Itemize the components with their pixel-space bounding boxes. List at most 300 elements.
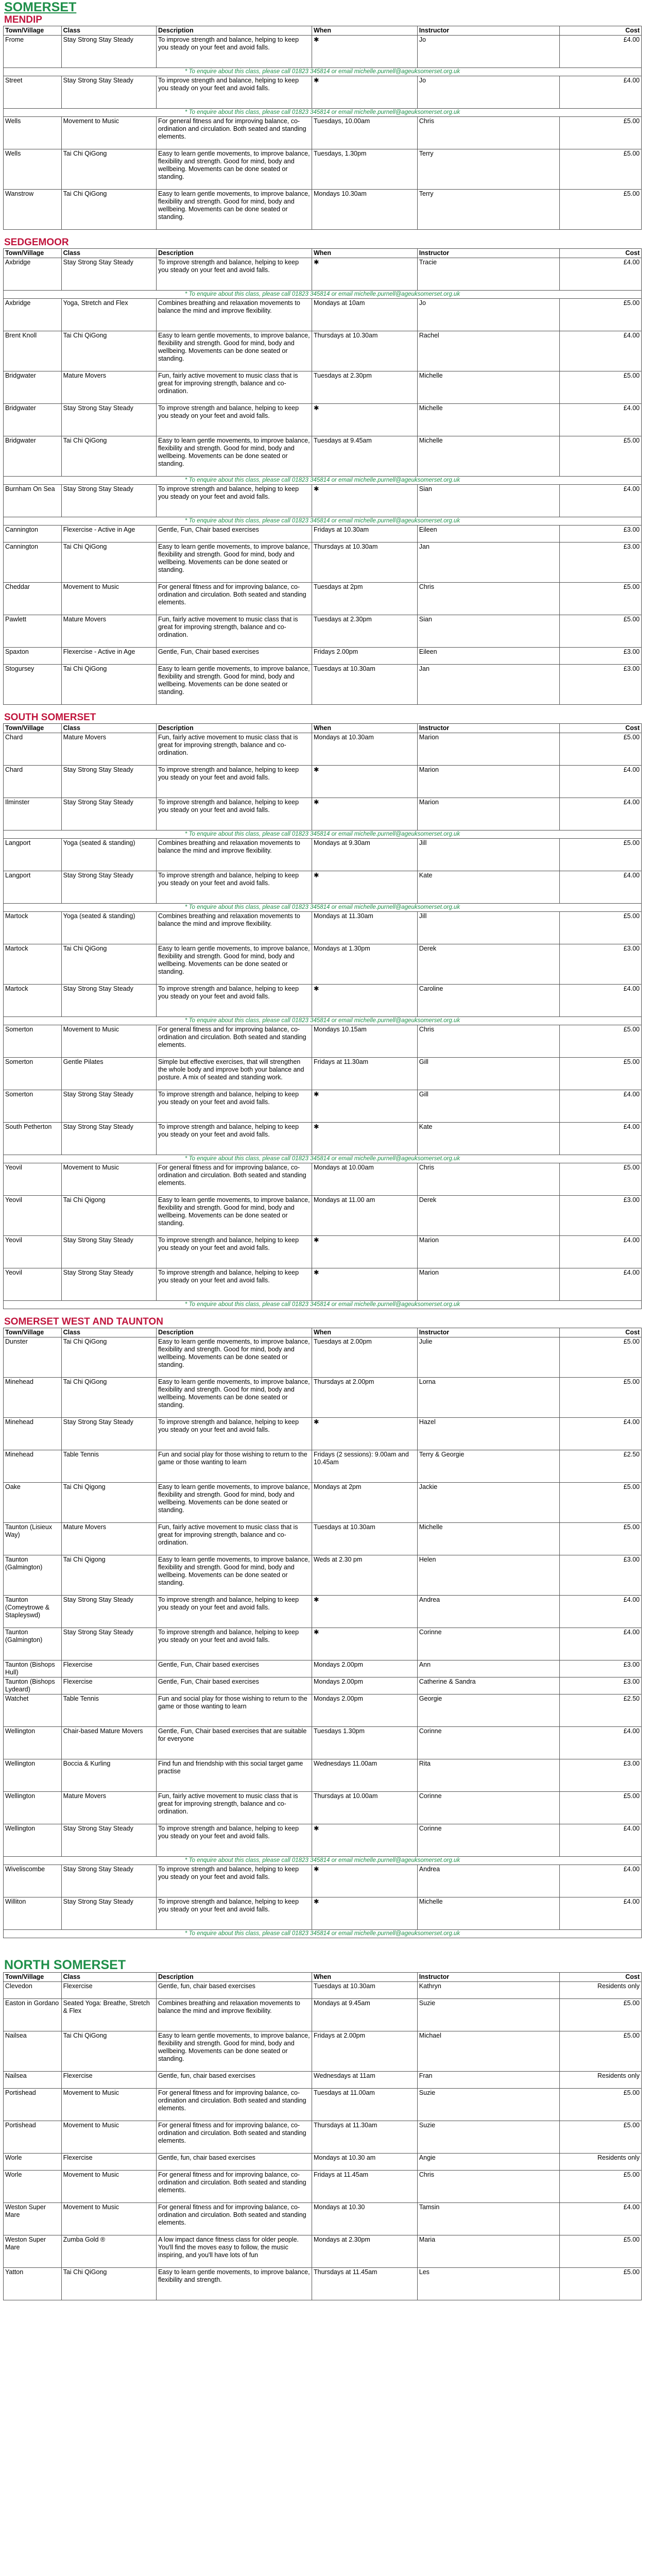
cell-when: ✱ [312, 1596, 418, 1628]
table-row [4, 1163, 642, 1196]
cell-instructor: Jo [417, 36, 559, 68]
cell-instructor: Michelle [417, 1897, 559, 1930]
cell-town: Minehead [4, 1450, 62, 1483]
cell-class: Tai Chi Qigong [61, 1483, 156, 1523]
cell-class: Gentle Pilates [61, 1058, 156, 1090]
cell-town: Ilminster [4, 798, 62, 831]
cell-description: Fun, fairly active movement to music class that is great for improving strength, balance and co-ordination. [156, 371, 312, 404]
cell-cost: £5.00 [560, 2171, 642, 2203]
table-row [4, 1378, 642, 1418]
cell-when: Tuesdays at 2pm [312, 583, 418, 615]
cell-instructor: Andrea [417, 1596, 559, 1628]
cell-cost: £5.00 [560, 1025, 642, 1058]
header-instructor: Instructor [417, 1973, 559, 1982]
cell-cost: £3.00 [560, 1196, 642, 1236]
enquiry-note-row [4, 1301, 642, 1309]
cell-cost: £5.00 [560, 117, 642, 149]
cell-class: Movement to Music [61, 1163, 156, 1196]
cell-town: Somerton [4, 1058, 62, 1090]
cell-instructor: Angie [417, 2154, 559, 2171]
table-row [4, 1865, 642, 1897]
table-row [4, 2203, 642, 2235]
cell-when: Mondays at 10am [312, 299, 418, 331]
cell-town: Taunton (Galmington) [4, 1628, 62, 1660]
header-class: Class [61, 26, 156, 36]
cell-town: Weston Super Mare [4, 2203, 62, 2235]
cell-cost: £5.00 [560, 371, 642, 404]
cell-cost: £2.50 [560, 1694, 642, 1727]
cell-description: Easy to learn gentle movements, to improve balance, flexibility and strength. Good for mind, body and wellbeing. Movements can be done seated or standing. [156, 665, 312, 705]
cell-town: Yeovil [4, 1268, 62, 1301]
cell-cost: £4.00 [560, 1824, 642, 1857]
cell-cost: £5.00 [560, 912, 642, 944]
section-title: SOUTH SOMERSET [4, 712, 96, 723]
header-row [4, 724, 642, 733]
cell-when: Mondays at 10.00am [312, 1163, 418, 1196]
county-title-north-somerset: NORTH SOMERSET [4, 1958, 126, 1972]
cell-cost: £5.00 [560, 2268, 642, 2300]
cell-description: A low impact dance fitness class for older people. You'll find the moves easy to follow, the music inspiring, and you'll have lots of fun [156, 2235, 312, 2268]
cell-description: Gentle, fun, chair based exercises [156, 2154, 312, 2171]
enquiry-note: * To enquire about this class, please call 01823 345814 or email michelle.purnell@ageuksomerset.org.uk [4, 904, 642, 912]
cell-when: Mondays at 9.30am [312, 839, 418, 871]
cell-cost: £3.00 [560, 526, 642, 543]
cell-class: Table Tennis [61, 1694, 156, 1727]
cell-class: Seated Yoga: Breathe, Stretch & Flex [61, 1999, 156, 2031]
table-body [4, 1337, 642, 1938]
table-row [4, 912, 642, 944]
header-description: Description [156, 1328, 312, 1337]
cell-town: Street [4, 76, 62, 109]
cell-cost: £5.00 [560, 1792, 642, 1824]
cell-town: Pawlett [4, 615, 62, 648]
cell-class: Stay Strong Stay Steady [61, 1865, 156, 1897]
cell-description: To improve strength and balance, helping to keep you steady on your feet and avoid falls. [156, 36, 312, 68]
cell-instructor: Caroline [417, 985, 559, 1017]
cell-town: Yeovil [4, 1196, 62, 1236]
cell-town: Yeovil [4, 1236, 62, 1268]
cell-class: Stay Strong Stay Steady [61, 36, 156, 68]
cell-cost: £4.00 [560, 1628, 642, 1660]
cell-when: Tuesdays at 2.30pm [312, 371, 418, 404]
table-body [4, 1982, 642, 2300]
cell-instructor: Marion [417, 798, 559, 831]
cell-when: ✱ [312, 766, 418, 798]
cell-instructor: Terry [417, 190, 559, 230]
cell-description: Fun, fairly active movement to music class that is great for improving strength, balance and co-ordination. [156, 1523, 312, 1555]
cell-instructor: Jackie [417, 1483, 559, 1523]
cell-town: Bridgwater [4, 371, 62, 404]
cell-description: Easy to learn gentle movements, to improve balance, flexibility and strength. Good for mind, body and wellbeing. Movements can be done seated or standing. [156, 1483, 312, 1523]
cell-cost: £5.00 [560, 733, 642, 766]
cell-class: Stay Strong Stay Steady [61, 1268, 156, 1301]
cell-town: Oake [4, 1483, 62, 1523]
cell-description: To improve strength and balance, helping to keep you steady on your feet and avoid falls. [156, 1418, 312, 1450]
cell-instructor: Ann [417, 1660, 559, 1677]
cell-when: Tuesdays at 2.00pm [312, 1337, 418, 1378]
cell-town: Martock [4, 944, 62, 985]
cell-when: ✱ [312, 1418, 418, 1450]
table-row [4, 436, 642, 477]
header-row [4, 1328, 642, 1337]
header-description: Description [156, 249, 312, 258]
cell-class: Tai Chi QiGong [61, 2268, 156, 2300]
cell-description: Find fun and friendship with this social target game practise [156, 1759, 312, 1792]
cell-town: Wellington [4, 1759, 62, 1792]
cell-class: Movement to Music [61, 1025, 156, 1058]
cell-cost: £5.00 [560, 615, 642, 648]
cell-town: Portishead [4, 2089, 62, 2121]
cell-instructor: Georgie [417, 1694, 559, 1727]
cell-instructor: Jan [417, 665, 559, 705]
table-row [4, 1337, 642, 1378]
cell-when: ✱ [312, 798, 418, 831]
cell-town: Bridgwater [4, 436, 62, 477]
cell-when: Mondays at 10.30am [312, 733, 418, 766]
table-row [4, 871, 642, 904]
cell-instructor: Chris [417, 583, 559, 615]
cell-class: Movement to Music [61, 2089, 156, 2121]
header-instructor: Instructor [417, 249, 559, 258]
cell-description: To improve strength and balance, helping to keep you steady on your feet and avoid falls. [156, 1824, 312, 1857]
cell-instructor: Chris [417, 117, 559, 149]
cell-cost: £3.00 [560, 1660, 642, 1677]
cell-class: Tai Chi QiGong [61, 543, 156, 583]
cell-class: Tai Chi QiGong [61, 190, 156, 230]
cell-description: Easy to learn gentle movements, to improve balance, flexibility and strength. Good for mind, body and wellbeing. Movements can be done seated or standing. [156, 436, 312, 477]
cell-when: Fridays at 10.30am [312, 526, 418, 543]
cell-when: ✱ [312, 1897, 418, 1930]
cell-class: Stay Strong Stay Steady [61, 798, 156, 831]
cell-description: For general fitness and for improving balance, co-ordination and circulation. Both seated and standing elements. [156, 117, 312, 149]
cell-class: Movement to Music [61, 2171, 156, 2203]
cell-cost: £4.00 [560, 1865, 642, 1897]
cell-instructor: Les [417, 2268, 559, 2300]
cell-cost: £4.00 [560, 1727, 642, 1759]
cell-instructor: Corinne [417, 1628, 559, 1660]
cell-cost: Residents only [560, 2154, 642, 2171]
table-row [4, 149, 642, 190]
cell-class: Tai Chi QiGong [61, 331, 156, 371]
header-instructor: Instructor [417, 26, 559, 36]
cell-town: Taunton (Comeytrowe & Stapleyswd) [4, 1596, 62, 1628]
table-row [4, 665, 642, 705]
enquiry-note-row [4, 1155, 642, 1163]
table-row [4, 1596, 642, 1628]
table-header [4, 724, 642, 733]
table-row [4, 1123, 642, 1155]
cell-cost: £5.00 [560, 299, 642, 331]
cell-cost: £4.00 [560, 1897, 642, 1930]
cell-cost: £5.00 [560, 1163, 642, 1196]
header-when: When [312, 1973, 418, 1982]
cell-when: Thursdays at 10.30am [312, 331, 418, 371]
enquiry-note-row [4, 517, 642, 526]
table-row [4, 1759, 642, 1792]
header-class: Class [61, 1328, 156, 1337]
cell-class: Stay Strong Stay Steady [61, 1236, 156, 1268]
table-row [4, 2171, 642, 2203]
table-row [4, 1694, 642, 1727]
table-row [4, 2031, 642, 2072]
cell-when: Mondays at 2pm [312, 1483, 418, 1523]
cell-description: To improve strength and balance, helping to keep you steady on your feet and avoid falls. [156, 985, 312, 1017]
header-class: Class [61, 249, 156, 258]
cell-description: Fun, fairly active movement to music class that is great for improving strength, balance and co-ordination. [156, 1792, 312, 1824]
cell-when: Mondays 2.00pm [312, 1660, 418, 1677]
enquiry-note: * To enquire about this class, please call 01823 345814 or email michelle.purnell@ageuksomerset.org.uk [4, 477, 642, 485]
cell-instructor: Jo [417, 76, 559, 109]
cell-cost: £4.00 [560, 985, 642, 1017]
cell-cost: £4.00 [560, 404, 642, 436]
cell-when: ✱ [312, 871, 418, 904]
cell-instructor: Marion [417, 1236, 559, 1268]
table-row [4, 1090, 642, 1123]
cell-description: To improve strength and balance, helping to keep you steady on your feet and avoid falls. [156, 766, 312, 798]
cell-cost: Residents only [560, 2072, 642, 2089]
cell-town: Langport [4, 839, 62, 871]
cell-class: Stay Strong Stay Steady [61, 76, 156, 109]
cell-description: Easy to learn gentle movements, to improve balance, flexibility and strength. Good for mind, body and wellbeing. Movements can be done seated or standing. [156, 543, 312, 583]
cell-description: To improve strength and balance, helping to keep you steady on your feet and avoid falls. [156, 404, 312, 436]
cell-instructor: Michelle [417, 436, 559, 477]
cell-description: Fun, fairly active movement to music class that is great for improving strength, balance and co-ordination. [156, 615, 312, 648]
table-row [4, 1660, 642, 1677]
cell-town: Taunton (Lisieux Way) [4, 1523, 62, 1555]
cell-description: To improve strength and balance, helping to keep you steady on your feet and avoid falls. [156, 798, 312, 831]
cell-description: Gentle, Fun, Chair based exercises [156, 1677, 312, 1694]
cell-instructor: Julie [417, 1337, 559, 1378]
cell-instructor: Michelle [417, 1523, 559, 1555]
cell-instructor: Catherine & Sandra [417, 1677, 559, 1694]
cell-town: Clevedon [4, 1982, 62, 1999]
cell-town: Langport [4, 871, 62, 904]
cell-cost: £5.00 [560, 1999, 642, 2031]
cell-instructor: Jill [417, 839, 559, 871]
cell-when: Thursdays at 2.00pm [312, 1378, 418, 1418]
cell-cost: £3.00 [560, 543, 642, 583]
enquiry-note: * To enquire about this class, please call 01823 345814 or email michelle.purnell@ageuksomerset.org.uk [4, 831, 642, 839]
cell-class: Flexercise - Active in Age [61, 526, 156, 543]
table-row [4, 1824, 642, 1857]
enquiry-note-row [4, 291, 642, 299]
cell-description: To improve strength and balance, helping to keep you steady on your feet and avoid falls. [156, 1123, 312, 1155]
cell-when: ✱ [312, 1824, 418, 1857]
header-class: Class [61, 724, 156, 733]
cell-class: Flexercise - Active in Age [61, 648, 156, 665]
table-row [4, 583, 642, 615]
section-title: SOMERSET WEST AND TAUNTON [4, 1316, 163, 1327]
header-description: Description [156, 1973, 312, 1982]
cell-cost: £4.00 [560, 1596, 642, 1628]
cell-when: Tuesdays at 2.30pm [312, 615, 418, 648]
cell-class: Tai Chi QiGong [61, 2031, 156, 2072]
cell-cost: £4.00 [560, 1090, 642, 1123]
cell-description: Easy to learn gentle movements, to improve balance, flexibility and strength. Good for mind, body and wellbeing. Movements can be done seated or standing. [156, 149, 312, 190]
table-row [4, 543, 642, 583]
cell-cost: £5.00 [560, 2121, 642, 2154]
cell-town: Wells [4, 149, 62, 190]
cell-instructor: Lorna [417, 1378, 559, 1418]
table-row [4, 299, 642, 331]
cell-when: Thursdays at 10.30am [312, 543, 418, 583]
cell-cost: £3.00 [560, 648, 642, 665]
cell-instructor: Chris [417, 2171, 559, 2203]
table-row [4, 1897, 642, 1930]
cell-town: Axbridge [4, 299, 62, 331]
cell-instructor: Kate [417, 1123, 559, 1155]
cell-class: Stay Strong Stay Steady [61, 485, 156, 517]
cell-cost: £5.00 [560, 1483, 642, 1523]
cell-when: ✱ [312, 1865, 418, 1897]
cell-town: Williton [4, 1897, 62, 1930]
cell-town: Bridgwater [4, 404, 62, 436]
header-cost: Cost [560, 249, 642, 258]
cell-instructor: Corinne [417, 1792, 559, 1824]
cell-when: Tuesdays, 10.00am [312, 117, 418, 149]
table-row [4, 371, 642, 404]
cell-town: Brent Knoll [4, 331, 62, 371]
cell-class: Tai Chi QiGong [61, 1378, 156, 1418]
cell-cost: £3.00 [560, 1677, 642, 1694]
cell-description: Fun, fairly active movement to music class that is great for improving strength, balance and co-ordination. [156, 733, 312, 766]
cell-description: Easy to learn gentle movements, to improve balance, flexibility and strength. Good for mind, body and wellbeing. Movements can be done seated or standing. [156, 1555, 312, 1596]
cell-town: Wellington [4, 1792, 62, 1824]
cell-class: Mature Movers [61, 371, 156, 404]
enquiry-note-row [4, 477, 642, 485]
table-row [4, 2089, 642, 2121]
cell-when: Mondays 2.00pm [312, 1694, 418, 1727]
cell-town: Nailsea [4, 2031, 62, 2072]
enquiry-note-row [4, 1930, 642, 1938]
cell-cost: £5.00 [560, 2235, 642, 2268]
cell-when: ✱ [312, 1268, 418, 1301]
cell-when: ✱ [312, 1628, 418, 1660]
cell-when: Weds at 2.30 pm [312, 1555, 418, 1596]
header-cost: Cost [560, 1973, 642, 1982]
cell-cost: Residents only [560, 1982, 642, 1999]
section-title: SEDGEMOOR [4, 237, 69, 248]
cell-instructor: Fran [417, 2072, 559, 2089]
cell-when: Fridays 2.00pm [312, 648, 418, 665]
header-town: Town/Village [4, 26, 62, 36]
cell-cost: £4.00 [560, 485, 642, 517]
table-row [4, 1483, 642, 1523]
cell-class: Flexercise [61, 1660, 156, 1677]
cell-town: Cannington [4, 526, 62, 543]
cell-town: Axbridge [4, 258, 62, 291]
table-row [4, 2154, 642, 2171]
cell-cost: £4.00 [560, 2203, 642, 2235]
county-title-somerset: SOMERSET [4, 0, 77, 14]
cell-when: Mondays at 11.00 am [312, 1196, 418, 1236]
schedule-table [3, 248, 642, 705]
cell-instructor: Hazel [417, 1418, 559, 1450]
cell-class: Yoga, Stretch and Flex [61, 299, 156, 331]
cell-town: Taunton (Galmington) [4, 1555, 62, 1596]
cell-town: Wellington [4, 1727, 62, 1759]
cell-cost: £4.00 [560, 331, 642, 371]
cell-instructor: Derek [417, 1196, 559, 1236]
cell-description: For general fitness and for improving balance, co-ordination and circulation. Both seated and standing elements. [156, 2121, 312, 2154]
table-row [4, 1523, 642, 1555]
table-row [4, 485, 642, 517]
cell-description: For general fitness and for improving balance, co-ordination and circulation. Both seated and standing elements. [156, 1163, 312, 1196]
cell-when: ✱ [312, 36, 418, 68]
cell-description: For general fitness and for improving balance, co-ordination and circulation. Both seated and standing elements. [156, 2171, 312, 2203]
cell-when: Thursdays at 11.45am [312, 2268, 418, 2300]
cell-town: Nailsea [4, 2072, 62, 2089]
cell-cost: £5.00 [560, 1058, 642, 1090]
cell-class: Mature Movers [61, 733, 156, 766]
cell-instructor: Gill [417, 1058, 559, 1090]
cell-town: Taunton (Bishops Hull) [4, 1660, 62, 1677]
cell-description: Combines breathing and relaxation movements to balance the mind and improve flexibility. [156, 299, 312, 331]
schedule-table [3, 1972, 642, 2300]
cell-cost: £5.00 [560, 2089, 642, 2121]
cell-town: Frome [4, 36, 62, 68]
cell-town: Chard [4, 733, 62, 766]
cell-cost: £3.00 [560, 944, 642, 985]
cell-instructor: Kathryn [417, 1982, 559, 1999]
header-cost: Cost [560, 26, 642, 36]
cell-class: Movement to Music [61, 2121, 156, 2154]
header-row [4, 1973, 642, 1982]
cell-when: ✱ [312, 985, 418, 1017]
cell-instructor: Marion [417, 1268, 559, 1301]
schedule-table [3, 723, 642, 1309]
cell-when: Tuesdays 1.30pm [312, 1727, 418, 1759]
cell-cost: £4.00 [560, 798, 642, 831]
enquiry-note: * To enquire about this class, please call 01823 345814 or email michelle.purnell@ageuksomerset.org.uk [4, 291, 642, 299]
cell-class: Movement to Music [61, 583, 156, 615]
cell-cost: £4.00 [560, 1268, 642, 1301]
cell-class: Boccia & Kurling [61, 1759, 156, 1792]
cell-town: South Petherton [4, 1123, 62, 1155]
cell-instructor: Michelle [417, 404, 559, 436]
cell-instructor: Andrea [417, 1865, 559, 1897]
cell-when: ✱ [312, 404, 418, 436]
cell-cost: £5.00 [560, 583, 642, 615]
cell-when: Wednesdays 11.00am [312, 1759, 418, 1792]
cell-when: Mondays 10.15am [312, 1025, 418, 1058]
cell-description: Gentle, Fun, Chair based exercises that are suitable for everyone [156, 1727, 312, 1759]
cell-description: Easy to learn gentle movements, to improve balance, flexibility and strength. Good for mind, body and wellbeing. Movements can be done seated or standing. [156, 1337, 312, 1378]
cell-class: Flexercise [61, 2154, 156, 2171]
cell-town: Easton in Gordano [4, 1999, 62, 2031]
header-cost: Cost [560, 1328, 642, 1337]
enquiry-note: * To enquire about this class, please call 01823 345814 or email michelle.purnell@ageuksomerset.org.uk [4, 1930, 642, 1938]
header-when: When [312, 1328, 418, 1337]
cell-instructor: Corinne [417, 1824, 559, 1857]
table-row [4, 733, 642, 766]
cell-when: Tuesdays at 9.45am [312, 436, 418, 477]
cell-when: Mondays at 9.45am [312, 1999, 418, 2031]
cell-town: Burnham On Sea [4, 485, 62, 517]
cell-instructor: Corinne [417, 1727, 559, 1759]
cell-description: Easy to learn gentle movements, to improve balance, flexibility and strength. Good for mind, body and wellbeing. Movements can be done seated or standing. [156, 190, 312, 230]
enquiry-note-row [4, 831, 642, 839]
enquiry-note-row [4, 109, 642, 117]
table-row [4, 2235, 642, 2268]
table-row [4, 1236, 642, 1268]
cell-class: Stay Strong Stay Steady [61, 1596, 156, 1628]
cell-class: Flexercise [61, 1982, 156, 1999]
cell-town: Minehead [4, 1418, 62, 1450]
cell-town: Portishead [4, 2121, 62, 2154]
cell-town: Cheddar [4, 583, 62, 615]
table-row [4, 1555, 642, 1596]
